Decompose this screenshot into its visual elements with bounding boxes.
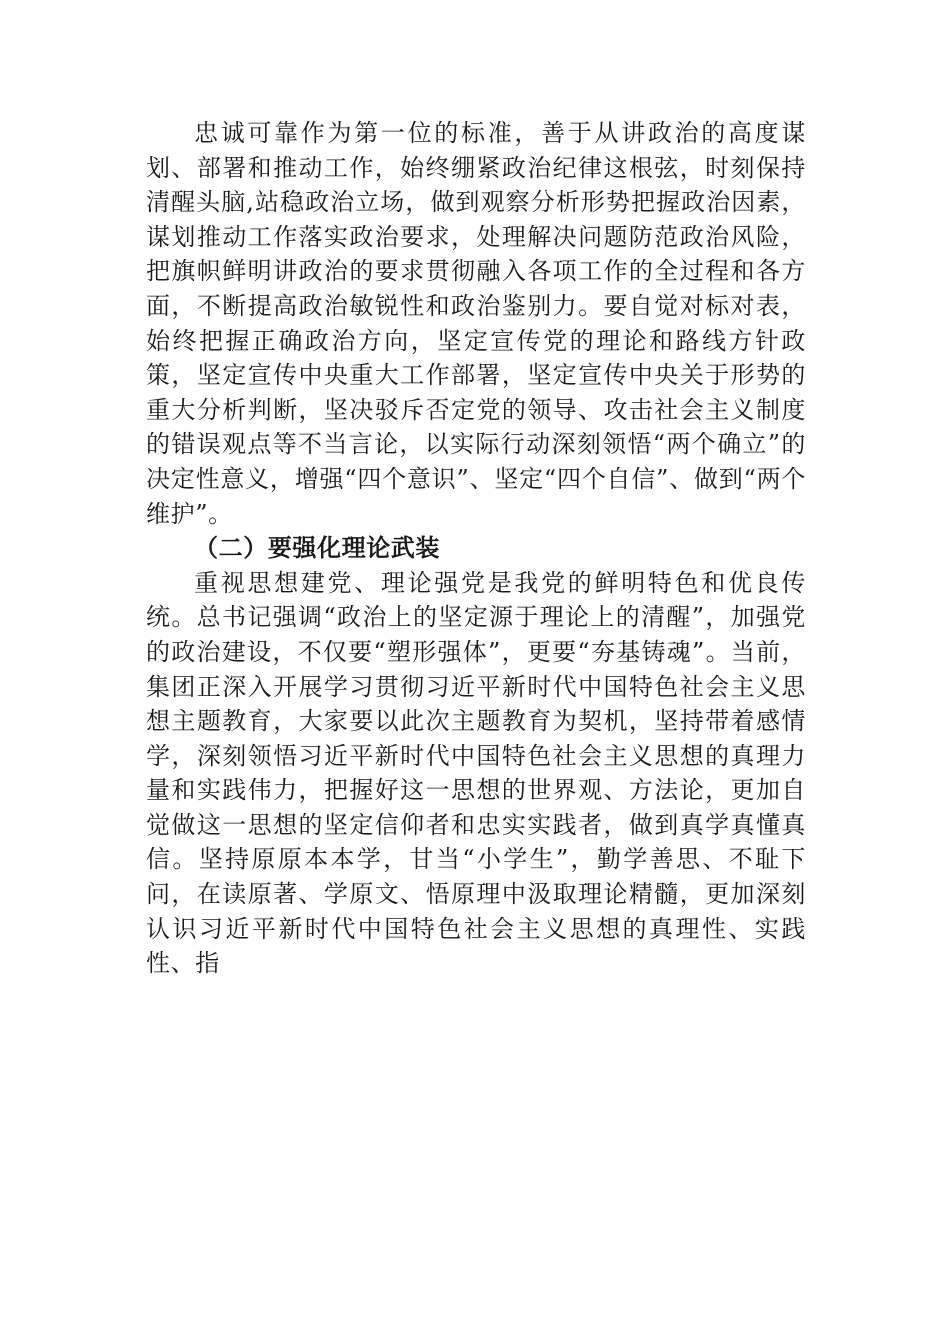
section-heading: （二）要强化理论武装 <box>194 533 440 563</box>
paragraph-2: 重视思想建党、理论强党是我党的鲜明特色和优良传统。总书记强调“政治上的坚定源于理论上的清醒”，加强党的政治建设，不仅要“塑形强体”，更要“夯基铸魂”。当前，集团正深入开展学习贯彻习近平新时代中国特色社会主义思想主题教育，大家要以此次主题教育为契机，坚持带着感情学，深刻领悟习近平新时代中国特色社会主义思想的真理力量和实践伟力，把握好这一思想的世界观、方法论，更加自觉做这一思想的坚定信仰者和忠实实践者，做到真学真懂真信。坚持原原本本学，甘当“小学生”，勤学善思、不耻下问，在读原著、学原文、悟原理中汲取理论精髓，更加深刻认识习近平新时代中国特色社会主义思想的真理性、实践性、指 <box>146 568 806 978</box>
document-body <box>146 116 806 981</box>
paragraph-1: 忠诚可靠作为第一位的标准，善于从讲政治的高度谋划、部署和推动工作，始终绷紧政治纪律这根弦，时刻保持清醒头脑,站稳政治立场，做到观察分析形势把握政治因素，谋划推动工作落实政治要求，处理解决问题防范政治风险，把旗帜鲜明讲政治的要求贯彻融入各项工作的全过程和各方面，不断提高政治敏锐性和政治鉴别力。要自觉对标对表，始终把握正确政治方向，坚定宣传党的理论和路线方针政策，坚定宣传中央重大工作部署，坚定宣传中央关于形势的重大分析判断，坚决驳斥否定党的领导、攻击社会主义制度的错误观点等不当言论，以实际行动深刻领悟“两个确立”的决定性意义，增强“四个意识”、坚定“四个自信”、做到“两个维护”。 <box>146 119 806 528</box>
